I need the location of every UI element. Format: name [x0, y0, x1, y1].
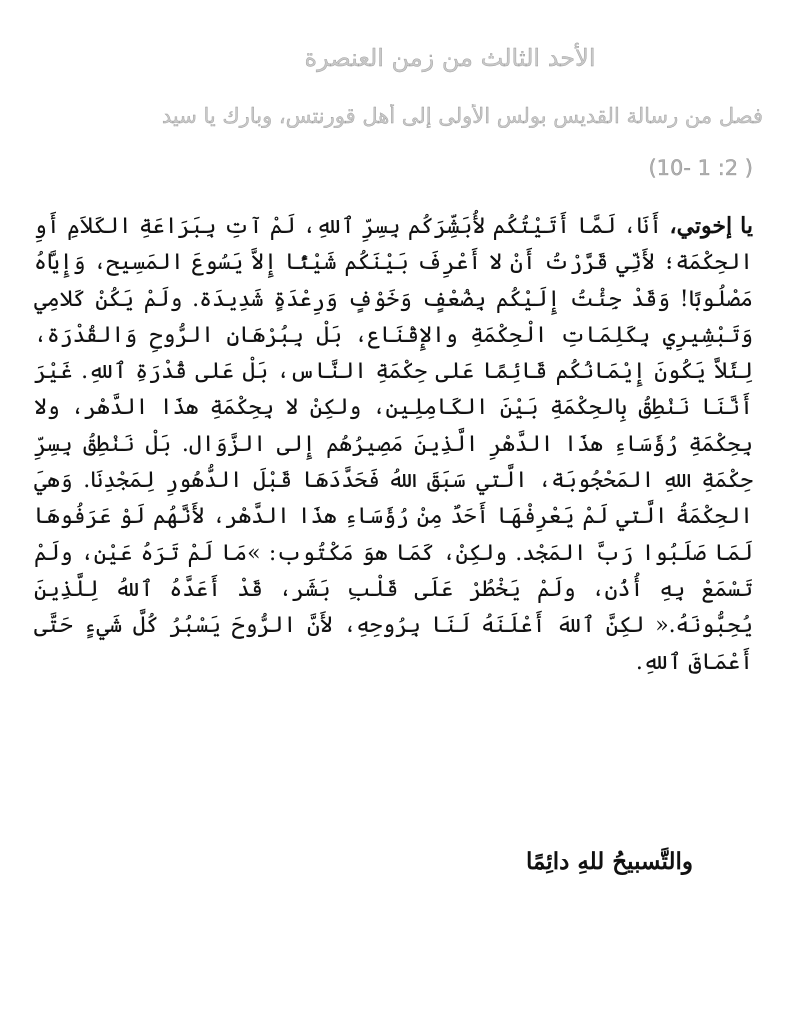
reading-lead: يا إخوتي، [669, 213, 753, 239]
scripture-reference: (10- 1 :2 ) [648, 156, 753, 180]
closing-doxology: والتَّسبيحُ للهِ دائِمًا [526, 848, 693, 875]
page-title: الأحد الثالث من زمن العنصرة [304, 44, 596, 72]
reading-text: أَنَا، لَمَّا أَتَيْتُكُم لأُبَشِّرَكُم بِسِرِّ ٱللهِ، لَمْ آتِ بِبَرَاعَةِ الكَلاَمِ أَوِ الحِكْمَة؛ لأَنِّي قَرَّرْتُ أَنْ لا أَعْرِفَ بَيْنَكُم شَيْئًا إِلاَّ يَسُوعَ المَسِيح، وَإِيَّاهُ مَصْلُوبًا! وَقَدْ جِئْتُ إِلَيْكُم بِضُعْفٍ وَخَوْفٍ وَرِعْدَةٍ شَدِيدَة. ولَمْ يَكُنْ كَلامِي وَتَبْشِيرِي بِكَلِمَاتِ الْحِكْمَةِ والإِقْنَاع، بَلْ بِبُرْهَانِ الرُّوحِ وَالقُدْرَة، لِئَلاَّ يَكُونَ إِيْمَانُكُم قَائِمًا عَلى حِكْمَةِ النَّاس، بَلْ عَلى قُدْرَةِ ٱللهِ. غَيْرَ أَنَّنَا نَنْطِقُ بِالحِكْمَةِ بَيْنَ الكَامِلِين، ولكِنْ لا بِحِكْمَةِ هذَا الدَّهْر، ولا بِحِكْمَةِ رُؤَسَاءِ هذَا الدَّهْرِ الَّذِينَ مَصِيرُهُم إِلى الزَّوَال. بَلْ نَنْطِقُ بِسِرِّ حِكْمَةِ اللهِ المَحْجُوبَة، الَّتي سَبَقَ اللهُ فَحَدَّدَهَا قَبْلَ الدُّهُورِ لِمَجْدِنَا. وَهيَ الحِكْمَةُ الَّتي لَمْ يَعْرِفْهَا أَحَدٌ مِنْ رُؤَسَاءِ هذَا الدَّهْر، لأَنَّهُم لَوْ عَرَفُوهَا لَمَا صَلَبُوا رَبَّ المَجْد. ولكِنْ، كَمَا هوَ مَكْتُوب: »مَا لَمْ تَرَهُ عَيْن، ولَمْ تَسْمَعْ بِهِ أُذُن، ولَمْ يَخْطُرْ عَلَى قَلْبِ بَشَر، قَدْ أَعَدَّهُ ٱللهُ لِلَّذِينَ يُحِبُّونَهُ.« لكِنَّ ٱللهَ أَعْلَنَهُ لَنَا بِرُوحِهِ، لأَنَّ الرُّوحَ يَسْبُرُ كُلَّ شَيءٍ حَتَّى أَعْمَاقَ ٱللهِ. [34, 214, 753, 675]
reading-body [34, 208, 753, 681]
reading-subtitle: فصل من رسالة القديس بولس الأولى إلى أهل قورنتس، وبارك يا سيد [161, 104, 763, 128]
